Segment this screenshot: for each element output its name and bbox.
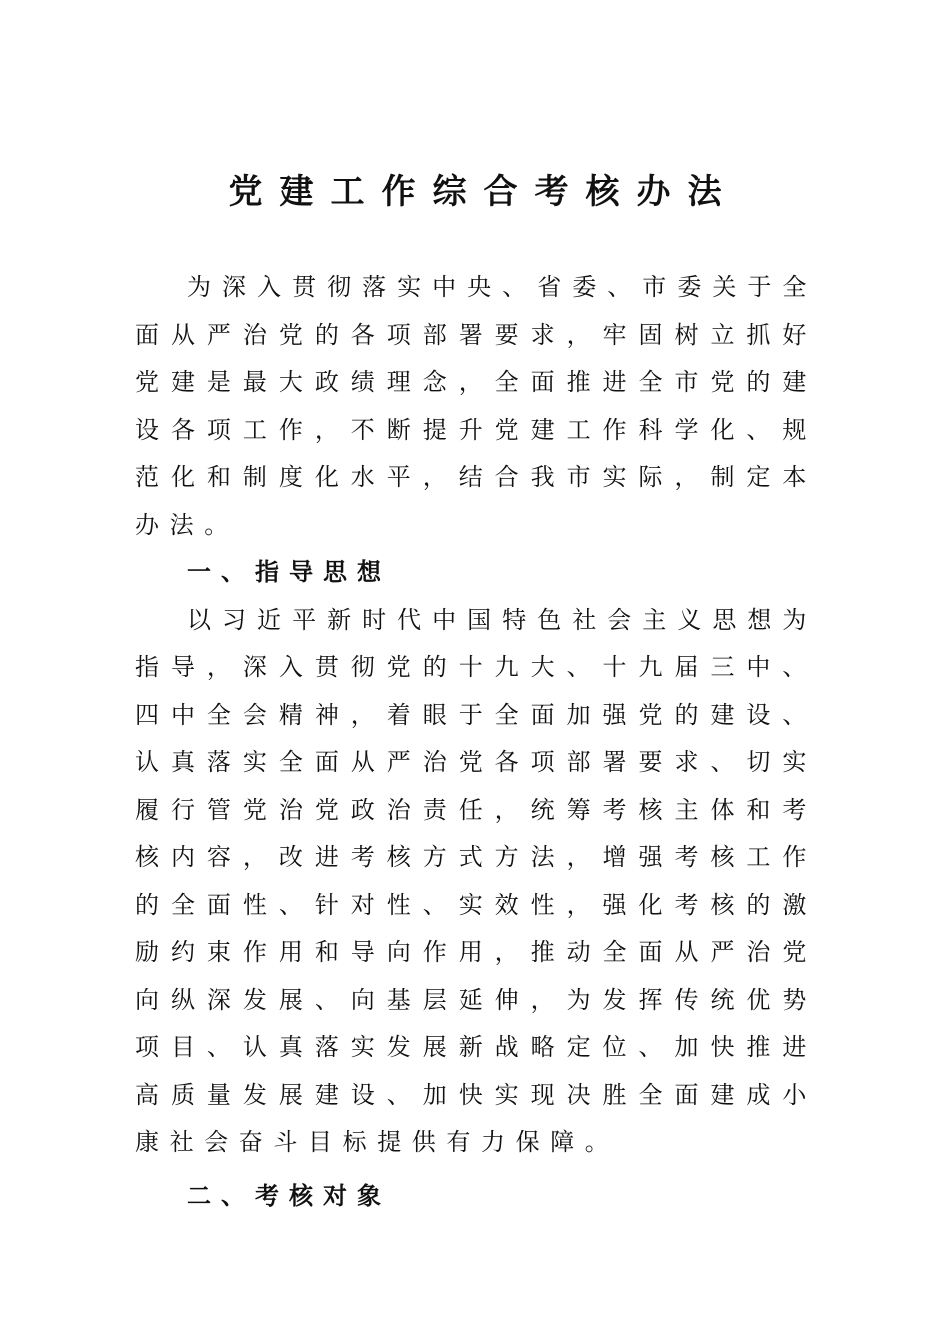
intro-paragraph: 为深入贯彻落实中央、省委、市委关于全面从严治党的各项部署要求，牢固树立抓好党建是最大政绩理念，全面推进全市党的建设各项工作，不断提升党建工作科学化、规范化和制度化水平，结合我市实际，制定本办法。 <box>135 273 817 539</box>
document-body <box>135 264 817 1220</box>
section-heading-assessment-targets: 二、考核对象 <box>187 1181 391 1210</box>
section-heading-guiding-ideology: 一、指导思想 <box>187 558 391 586</box>
guiding-ideology-paragraph: 以习近平新时代中国特色社会主义思想为指导，深入贯彻党的十九大、十九届三中、四中全会精神，着眼于全面加强党的建设、认真落实全面从严治党各项部署要求、切实履行管党治党政治责任，统筹考核主体和考核内容，改进考核方式方法，增强考核工作的全面性、针对性、实效性，强化考核的激励约束作用和导向作用，推动全面从严治党向纵深发展、向基层延伸，为发挥传统优势项目、认真落实发展新战略定位、加快推进高质量发展建设、加快实现决胜全面建成小康社会奋斗目标提供有力保障。 <box>135 605 817 1156</box>
document-title: 党建工作综合考核办法 <box>228 172 739 212</box>
